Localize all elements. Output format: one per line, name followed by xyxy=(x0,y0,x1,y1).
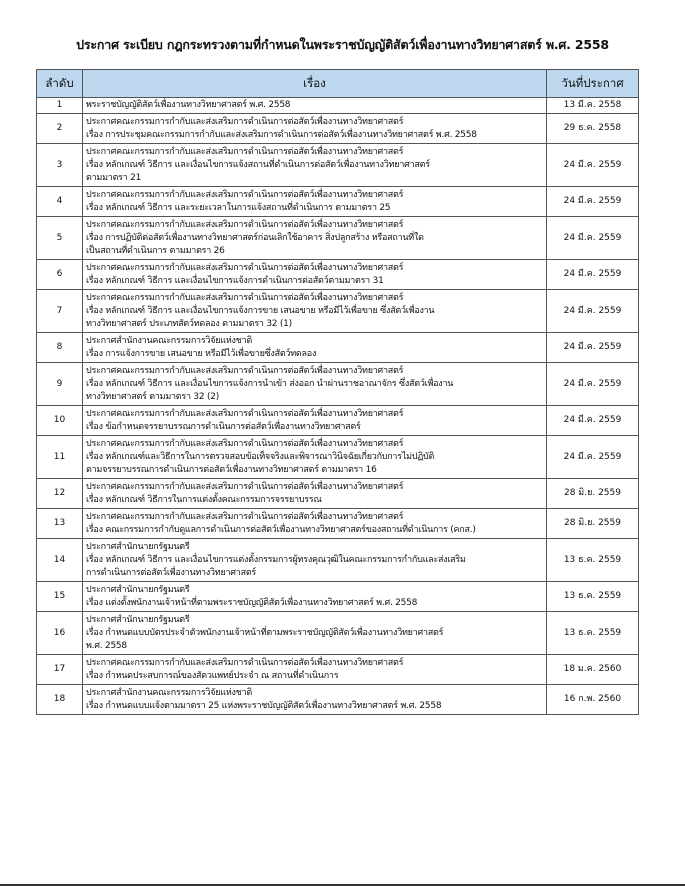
row-date: 24 มี.ค. 2559 xyxy=(547,436,639,479)
row-date: 18 ม.ค. 2560 xyxy=(547,655,639,685)
row-subject-line: ประกาศคณะกรรมการกำกับและส่งเสริมการดำเนินการต่อสัตว์เพื่องานทางวิทยาศาสตร์ xyxy=(86,262,404,273)
header-num: ลำดับ xyxy=(37,70,83,98)
row-subject-line: เรื่อง หลักเกณฑ์และวิธีการในการตรวจสอบข้อเท็จจริงและพิจารณาวินิจฉัยเกี่ยวกับการไม่ปฏิบัติ xyxy=(86,451,435,462)
table-row xyxy=(37,187,639,217)
table-row xyxy=(37,406,639,436)
table-row xyxy=(37,98,639,114)
row-number: 16 xyxy=(37,612,83,655)
table-row xyxy=(37,539,639,582)
row-subject-line: การดำเนินการต่อสัตว์เพื่องานทางวิทยาศาสตร์ xyxy=(86,567,256,578)
row-subject-line: ประกาศสำนักนายกรัฐมนตรี xyxy=(86,541,190,552)
row-subject-line: ประกาศสำนักนายกรัฐมนตรี xyxy=(86,584,190,595)
row-subject xyxy=(83,217,547,260)
row-subject-line: ทางวิทยาศาสตร์ ประเภทสัตว์ทดลอง ตามมาตรา 32 (1) xyxy=(86,318,292,329)
row-subject-line: ประกาศคณะกรรมการกำกับและส่งเสริมการดำเนินการต่อสัตว์เพื่องานทางวิทยาศาสตร์ xyxy=(86,219,404,230)
row-subject-line: เรื่อง แต่งตั้งพนักงานเจ้าหน้าที่ตามพระราชบัญญัติสัตว์เพื่องานทางวิทยาศาสตร์ พ.ศ. 2558 xyxy=(86,597,418,608)
row-date: 24 มี.ค. 2559 xyxy=(547,406,639,436)
row-number: 1 xyxy=(37,98,83,114)
row-number: 6 xyxy=(37,260,83,290)
row-subject-line: ประกาศคณะกรรมการกำกับและส่งเสริมการดำเนินการต่อสัตว์เพื่องานทางวิทยาศาสตร์ xyxy=(86,365,404,376)
row-subject xyxy=(83,363,547,406)
table-row xyxy=(37,582,639,612)
table-row xyxy=(37,217,639,260)
table-row xyxy=(37,655,639,685)
row-subject xyxy=(83,406,547,436)
table-body xyxy=(37,98,639,715)
table-row xyxy=(37,333,639,363)
header-date: วันที่ประกาศ xyxy=(547,70,639,98)
row-subject xyxy=(83,187,547,217)
row-number: 3 xyxy=(37,144,83,187)
row-date: 13 มี.ค. 2558 xyxy=(547,98,639,114)
table-row xyxy=(37,114,639,144)
row-number: 8 xyxy=(37,333,83,363)
table-row xyxy=(37,290,639,333)
row-date: 24 มี.ค. 2559 xyxy=(547,187,639,217)
row-subject-line: เรื่อง หลักเกณฑ์ วิธีการ และเงื่อนไขการแจ้งการดำเนินการต่อสัตว์ตามมาตรา 31 xyxy=(86,275,384,286)
row-subject-line: เป็นสถานที่ดำเนินการ ตามมาตรา 26 xyxy=(86,245,225,256)
row-subject-line: พระราชบัญญัติสัตว์เพื่องานทางวิทยาศาสตร์ พ.ศ. 2558 xyxy=(86,100,291,110)
row-number: 15 xyxy=(37,582,83,612)
row-date: 29 ธ.ค. 2558 xyxy=(547,114,639,144)
row-subject-line: ประกาศคณะกรรมการกำกับและส่งเสริมการดำเนินการต่อสัตว์เพื่องานทางวิทยาศาสตร์ xyxy=(86,511,404,522)
row-date: 24 มี.ค. 2559 xyxy=(547,260,639,290)
table-row xyxy=(37,363,639,406)
row-subject-line: เรื่อง คณะกรรมการกำกับดูแลการดำเนินการต่อสัตว์เพื่องานทางวิทยาศาสตร์ของสถานที่ดำเนินการ (คกส.) xyxy=(86,524,476,535)
row-subject xyxy=(83,479,547,509)
row-subject-line: ตามจรรยาบรรณการดำเนินการต่อสัตว์เพื่องานทางวิทยาศาสตร์ ตามมาตรา 16 xyxy=(86,464,377,475)
row-subject xyxy=(83,655,547,685)
row-number: 13 xyxy=(37,509,83,539)
row-date: 24 มี.ค. 2559 xyxy=(547,290,639,333)
row-subject xyxy=(83,290,547,333)
row-number: 11 xyxy=(37,436,83,479)
row-number: 12 xyxy=(37,479,83,509)
table-header-row xyxy=(37,70,639,98)
row-number: 5 xyxy=(37,217,83,260)
row-subject xyxy=(83,260,547,290)
row-subject xyxy=(83,685,547,715)
row-subject xyxy=(83,509,547,539)
row-subject-line: พ.ศ. 2558 xyxy=(86,640,127,651)
row-subject-line: เรื่อง กำหนดแบบบัตรประจำตัวพนักงานเจ้าหน้าที่ตามพระราชบัญญัติสัตว์เพื่องานทางวิทยาศาสตร์ xyxy=(86,627,444,638)
row-number: 9 xyxy=(37,363,83,406)
row-subject xyxy=(83,114,547,144)
row-subject-line: ประกาศคณะกรรมการกำกับและส่งเสริมการดำเนินการต่อสัตว์เพื่องานทางวิทยาศาสตร์ xyxy=(86,438,404,449)
table-row xyxy=(37,436,639,479)
row-subject-line: ประกาศสำนักงานคณะกรรมการวิจัยแห่งชาติ xyxy=(86,687,252,698)
row-subject-line: ประกาศคณะกรรมการกำกับและส่งเสริมการดำเนินการต่อสัตว์เพื่องานทางวิทยาศาสตร์ xyxy=(86,481,404,492)
table-row xyxy=(37,685,639,715)
row-subject-line: เรื่อง หลักเกณฑ์ วิธีการ และเงื่อนไขการแจ้งสถานที่ดำเนินการต่อสัตว์เพื่องานทางวิทยาศาสตร์ xyxy=(86,159,430,170)
row-date: 28 มิ.ย. 2559 xyxy=(547,479,639,509)
page-title: ประกาศ ระเบียบ กฎกระทรวงตามที่กำหนดในพระราชบัญญัติสัตว์เพื่องานทางวิทยาศาสตร์ พ.ศ. 2558 xyxy=(76,37,609,52)
row-number: 4 xyxy=(37,187,83,217)
table-row xyxy=(37,509,639,539)
regulations-table xyxy=(36,69,639,715)
table-row xyxy=(37,144,639,187)
row-number: 2 xyxy=(37,114,83,144)
row-number: 14 xyxy=(37,539,83,582)
row-subject-line: ประกาศคณะกรรมการกำกับและส่งเสริมการดำเนินการต่อสัตว์เพื่องานทางวิทยาศาสตร์ xyxy=(86,408,404,419)
row-date: 13 ธ.ค. 2559 xyxy=(547,582,639,612)
row-subject xyxy=(83,436,547,479)
table-row xyxy=(37,260,639,290)
table-row xyxy=(37,479,639,509)
row-subject-line: เรื่อง การประชุมคณะกรรมการกำกับและส่งเสริมการดำเนินการต่อสัตว์เพื่องานทางวิทยาศาสตร์ พ.ศ. 2558 xyxy=(86,129,477,140)
row-number: 18 xyxy=(37,685,83,715)
row-number: 10 xyxy=(37,406,83,436)
row-subject-line: เรื่อง หลักเกณฑ์ วิธีการในการแต่งตั้งคณะกรรมการจรรยาบรรณ xyxy=(86,494,322,505)
row-subject-line: ประกาศคณะกรรมการกำกับและส่งเสริมการดำเนินการต่อสัตว์เพื่องานทางวิทยาศาสตร์ xyxy=(86,657,404,668)
row-subject-line: ประกาศคณะกรรมการกำกับและส่งเสริมการดำเนินการต่อสัตว์เพื่องานทางวิทยาศาสตร์ xyxy=(86,292,404,303)
row-subject-line: เรื่อง การแจ้งการขาย เสนอขาย หรือมีไว้เพื่อขายซึ่งสัตว์ทดลอง xyxy=(86,348,317,359)
row-subject xyxy=(83,582,547,612)
row-subject-line: ตามมาตรา 21 xyxy=(86,172,142,183)
row-date: 24 มี.ค. 2559 xyxy=(547,333,639,363)
row-subject xyxy=(83,333,547,363)
row-subject-line: เรื่อง กำหนดแบบแจ้งตามมาตรา 25 แห่งพระราชบัญญัติสัตว์เพื่องานทางวิทยาศาสตร์ พ.ศ. 2558 xyxy=(86,700,442,711)
row-subject xyxy=(83,144,547,187)
row-subject xyxy=(83,539,547,582)
row-date: 24 มี.ค. 2559 xyxy=(547,144,639,187)
row-date: 24 มี.ค. 2559 xyxy=(547,217,639,260)
row-number: 17 xyxy=(37,655,83,685)
row-date: 16 ก.พ. 2560 xyxy=(547,685,639,715)
row-subject-line: ประกาศสำนักนายกรัฐมนตรี xyxy=(86,614,190,625)
row-date: 24 มี.ค. 2559 xyxy=(547,363,639,406)
table-row xyxy=(37,612,639,655)
row-subject-line: ประกาศคณะกรรมการกำกับและส่งเสริมการดำเนินการต่อสัตว์เพื่องานทางวิทยาศาสตร์ xyxy=(86,189,404,200)
row-subject-line: ประกาศคณะกรรมการกำกับและส่งเสริมการดำเนินการต่อสัตว์เพื่องานทางวิทยาศาสตร์ xyxy=(86,116,404,127)
row-subject-line: ทางวิทยาศาสตร์ ตามมาตรา 32 (2) xyxy=(86,391,219,402)
row-subject xyxy=(83,98,547,114)
row-subject-line: เรื่อง หลักเกณฑ์ วิธีการ และเงื่อนไขการแต่งตั้งกรรมการผู้ทรงคุณวุฒิในคณะกรรมการกำกับและส่งเสริม xyxy=(86,554,466,565)
row-subject-line: เรื่อง หลักเกณฑ์ วิธีการ และเงื่อนไขการแจ้งการนำเข้า ส่งออก นำผ่านราชอาณาจักร ซึ่งสัตว์เพื่องาน xyxy=(86,378,454,389)
row-date: 28 มิ.ย. 2559 xyxy=(547,509,639,539)
row-subject-line: เรื่อง หลักเกณฑ์ วิธีการ และเงื่อนไขการแจ้งการขาย เสนอขาย หรือมีไว้เพื่อขาย ซึ่งสัตว์เพื่องาน xyxy=(86,305,435,316)
row-subject xyxy=(83,612,547,655)
row-subject-line: เรื่อง กำหนดประสบการณ์ของสัตวแพทย์ประจำ ณ สถานที่ดำเนินการ xyxy=(86,670,339,681)
row-date: 13 ธ.ค. 2559 xyxy=(547,539,639,582)
row-subject-line: ประกาศคณะกรรมการกำกับและส่งเสริมการดำเนินการต่อสัตว์เพื่องานทางวิทยาศาสตร์ xyxy=(86,146,404,157)
row-subject-line: เรื่อง ข้อกำหนดจรรยาบรรณการดำเนินการต่อสัตว์เพื่องานทางวิทยาศาสตร์ xyxy=(86,421,361,432)
row-subject-line: เรื่อง หลักเกณฑ์ วิธีการ และระยะเวลาในการแจ้งสถานที่ดำเนินการ ตามมาตรา 25 xyxy=(86,202,391,213)
row-subject-line: เรื่อง การปฏิบัติต่อสัตว์เพื่องานทางวิทยาศาสตร์ก่อนเลิกใช้อาคาร สิ่งปลูกสร้าง หรือสถานที่ใด xyxy=(86,232,424,243)
header-subject: เรื่อง xyxy=(83,70,547,98)
row-number: 7 xyxy=(37,290,83,333)
row-date: 13 ธ.ค. 2559 xyxy=(547,612,639,655)
row-subject-line: ประกาศสำนักงานคณะกรรมการวิจัยแห่งชาติ xyxy=(86,335,252,346)
bottom-divider xyxy=(0,884,685,886)
